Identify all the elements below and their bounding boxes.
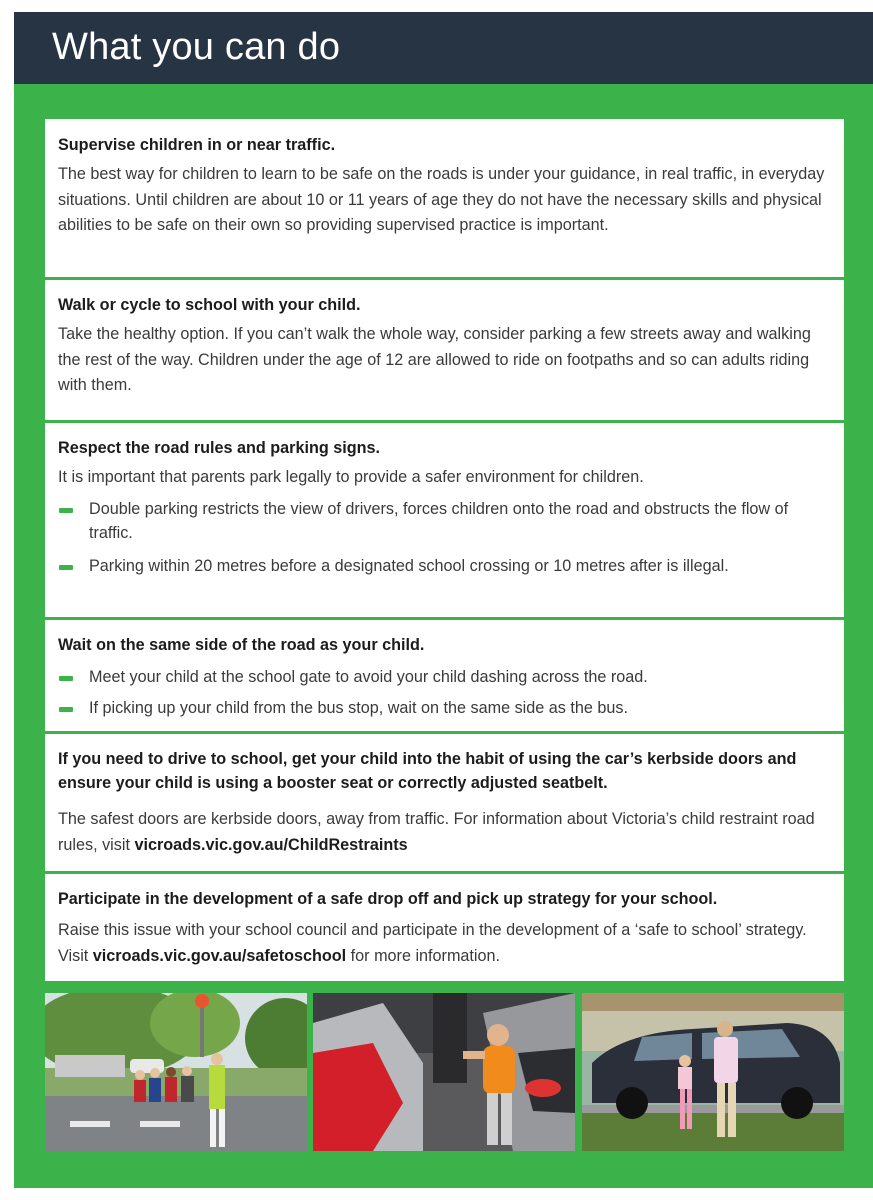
- section-same-side: [45, 620, 844, 731]
- bullet-text: Meet your child at the school gate to avoid your child dashing across the road.: [89, 668, 648, 686]
- section-body: [58, 807, 831, 858]
- child-restraints-link[interactable]: vicroads.vic.gov.au/ChildRestraints: [134, 835, 408, 854]
- section-body: Take the healthy option. If you can’t walk the whole way, consider parking a few streets away and walking the rest of the way. Children under the age of 12 are allowed to ride on footpaths and so can adults riding with them.: [58, 325, 811, 394]
- page-header: [14, 12, 873, 84]
- section-strategy: [45, 874, 844, 981]
- bullet-item: [58, 665, 831, 690]
- bullet-item: [58, 497, 831, 546]
- bullet-item: [58, 696, 831, 721]
- section-heading: Respect the road rules and parking signs.: [58, 439, 381, 457]
- section-body-text-after: for more information.: [346, 946, 501, 965]
- parent-and-child-by-car-photo: [582, 993, 844, 1151]
- section-heading: Wait on the same side of the road as your child.: [58, 636, 425, 654]
- section-heading: Walk or cycle to school with your child.: [58, 296, 361, 314]
- bullet-dash-icon: [59, 508, 73, 513]
- bullet-dash-icon: [59, 565, 73, 570]
- section-body: [58, 918, 831, 969]
- section-body-text: The safest doors are kerbside doors, away from traffic. For information about Victoria’s child restraint road rules, visit: [58, 810, 815, 854]
- section-heading: If you need to drive to school, get your child into the habit of using the car’s kerbside doors and ensure your child is using a booster seat or correctly adjusted seatbelt.: [58, 750, 797, 792]
- bullet-item: [58, 554, 831, 579]
- section-body: It is important that parents park legally to provide a safer environment for children.: [58, 468, 644, 486]
- bullet-dash-icon: [59, 676, 73, 681]
- page-title: What you can do: [52, 26, 341, 68]
- section-supervise: [45, 119, 844, 277]
- section-body: The best way for children to learn to be safe on the roads is under your guidance, in real traffic, in everyday situations. Until children are about 10 or 11 years of age they do not have the necessary skills and physical abilities to be safe on their own so providing supervised practice is important.: [58, 165, 825, 234]
- bullet-text: Double parking restricts the view of drivers, forces children onto the road and obstructs the flow of traffic.: [89, 499, 789, 542]
- bullet-dash-icon: [59, 707, 73, 712]
- child-exiting-car-photo: [313, 993, 575, 1151]
- section-heading: Participate in the development of a safe drop off and pick up strategy for your school.: [58, 890, 718, 908]
- section-body-text: Raise this issue with your school council and participate in the development of a ‘safe to school’ strategy. Visit: [58, 921, 807, 965]
- bullet-text: Parking within 20 metres before a designated school crossing or 10 metres after is illegal.: [89, 556, 729, 575]
- section-heading: Supervise children in or near traffic.: [58, 136, 336, 154]
- section-walk-cycle: [45, 280, 844, 420]
- bullet-text: If picking up your child from the bus stop, wait on the same side as the bus.: [89, 698, 628, 717]
- safe-to-school-link[interactable]: vicroads.vic.gov.au/safetoschool: [92, 946, 347, 965]
- section-road-rules: [45, 423, 844, 617]
- school-crossing-photo: [45, 993, 307, 1151]
- section-drive-to-school: [45, 734, 844, 871]
